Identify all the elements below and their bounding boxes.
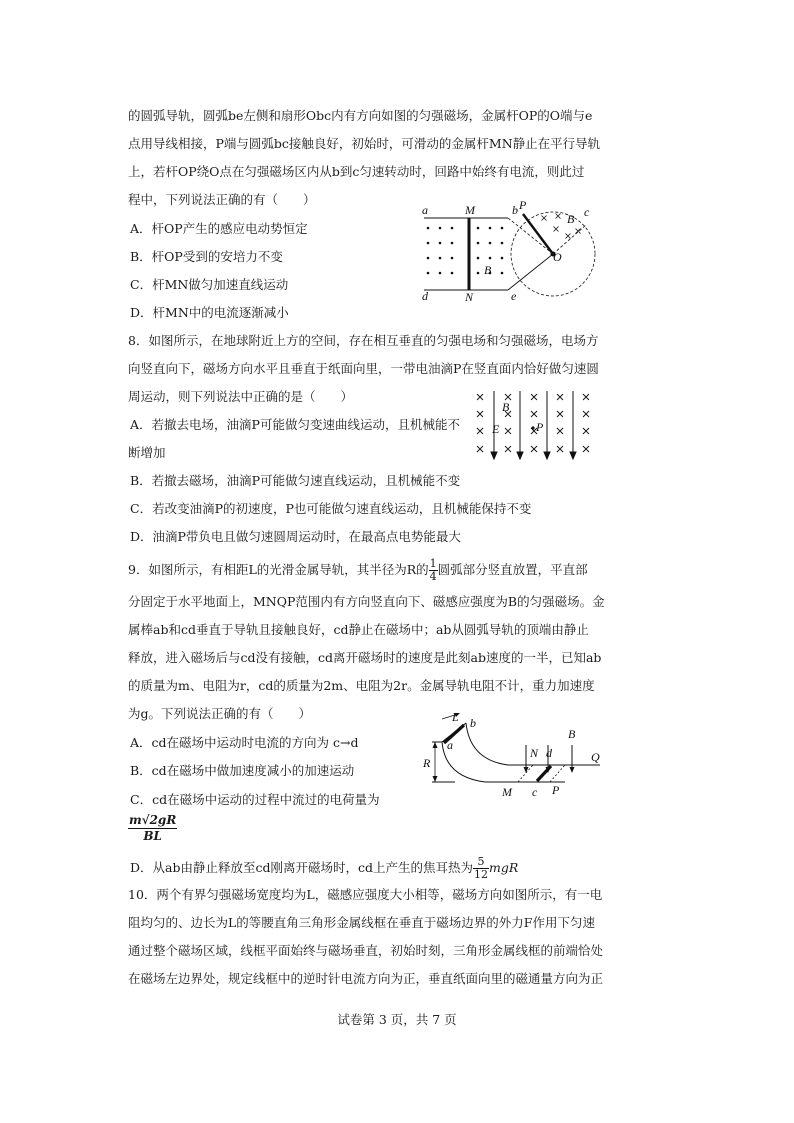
field-cross-mark <box>557 446 563 452</box>
q9-line-1-pre: 9．如图所示，有相距L的光滑金属导轨，其半径为R的 <box>128 562 429 577</box>
q9-charge-num: m√2gR <box>129 813 177 827</box>
field-dot-mark <box>451 227 454 230</box>
q9-line-2: 分固定于水平地面上，MNQP范围内有方向竖直向下、磁感应强度为B的匀强磁场。金 <box>128 594 605 609</box>
q9-option-c: C．cd在磁场中运动的过程中流过的电荷量为 <box>130 792 380 807</box>
q9-heat-den: 12 <box>473 868 488 881</box>
field-cross-mark <box>505 446 511 452</box>
q9-heat-num: 5 <box>473 856 489 869</box>
field-dot-mark <box>477 242 480 245</box>
page-footer: 试卷第 3 页，共 7 页 <box>337 1012 457 1027</box>
q9-quarter-num: 1 <box>429 557 437 570</box>
field-dot-mark <box>489 227 492 230</box>
q8-label-e: E <box>492 422 500 436</box>
q10-line-1: 10．两个有界匀强磁场宽度均为L，磁感应强度大小相等，磁场方向如图所示，有一电 <box>128 887 603 902</box>
e-field-arrowhead <box>544 452 550 459</box>
field-cross-mark <box>531 394 537 400</box>
q9-quarter-den: 4 <box>429 570 437 583</box>
q7-option-b: B．杆OP受到的安培力不变 <box>130 249 283 264</box>
field-dot-mark <box>489 257 492 260</box>
field-dot-mark <box>439 242 442 245</box>
q7-figure <box>418 198 618 303</box>
field-cross-mark <box>554 227 559 232</box>
field-dot-mark <box>501 272 504 275</box>
q7-label-c: c <box>584 205 590 219</box>
field-cross-mark <box>556 214 561 219</box>
q8-option-a-cont: 断增加 <box>128 445 166 460</box>
field-dot-mark <box>477 272 480 275</box>
field-cross-mark <box>583 428 589 434</box>
q9-line-4: 释放，进入磁场后与cd没有接触，cd离开磁场时的速度是此刻ab速度的一半，已知ab <box>128 650 602 665</box>
q8-label-p: P <box>536 420 544 434</box>
q8-line-2: 向竖直向下，磁场方向水平且垂直于纸面向里，一带电油滴P在竖直面内恰好做匀速圆 <box>128 361 599 376</box>
field-dot-mark <box>489 242 492 245</box>
q9-charge-fraction <box>128 813 177 844</box>
field-cross-mark <box>531 446 537 452</box>
q10-line-4: 在磁场左边界处，规定线框中的逆时针电流方向为正，垂直纸面向里的磁通量方向为正 <box>128 971 604 986</box>
q8-label-b: B <box>502 400 510 414</box>
q9-label-l: L <box>452 710 459 724</box>
q8-figure <box>472 387 602 462</box>
field-cross-mark <box>477 411 483 417</box>
q9-figure <box>420 705 610 800</box>
field-dot-mark <box>427 242 430 245</box>
q7-line-2: 点用导线相接，P端与圆弧bc接触良好，初始时，可滑动的金属杆MN静止在平行导轨 <box>128 136 601 151</box>
q9-label-a: a <box>447 738 453 752</box>
q9-heat-fraction <box>473 856 489 881</box>
q7-label-b-sector: B <box>567 212 575 226</box>
q7-line-1: 的圆弧导轨，圆弧be左侧和扇形Obc内有方向如图的匀强磁场，金属杆OP的O端与e <box>128 108 593 123</box>
e-field-arrowhead <box>517 452 523 459</box>
field-cross-mark <box>477 428 483 434</box>
q7-label-p: P <box>519 198 527 212</box>
q7-label-b-field: B <box>484 263 492 277</box>
q8-line-3: 周运动，则下列说法中正确的是（ ） <box>128 389 354 404</box>
q9-option-a: A．cd在磁场中运动时电流的方向为 c→d <box>130 735 359 750</box>
q9-label-n: N <box>530 746 539 760</box>
q9-option-d <box>130 856 518 881</box>
field-dot-mark <box>439 272 442 275</box>
q10-line-3: 通过整个磁场区域，线框平面始终与磁场垂直，初始时刻，三角形金属线框的前端恰处 <box>128 943 604 958</box>
q7-option-d: D．杆MN中的电流逐渐减小 <box>130 305 289 320</box>
field-dot-mark <box>427 227 430 230</box>
q7-option-a: A．杆OP产生的感应电动势恒定 <box>130 221 308 236</box>
q7-label-d: d <box>422 289 428 303</box>
field-dot-mark <box>427 272 430 275</box>
q9-line-1 <box>128 558 588 583</box>
q7-label-o: O <box>553 250 562 264</box>
q7-label-m: M <box>465 203 475 217</box>
q9-label-m: M <box>502 785 512 799</box>
q10-line-2: 阻均匀的、边长为L的等腰直角三角形金属线框在垂直于磁场边界的外力F作用下匀速 <box>128 915 595 930</box>
field-dot-mark <box>439 257 442 260</box>
e-field-arrowhead <box>570 452 576 459</box>
q8-option-a: A．若撤去电场，油滴P可能做匀变速曲线运动，且机械能不 <box>130 417 460 432</box>
q7-label-a: a <box>422 203 428 217</box>
field-cross-mark <box>542 216 547 221</box>
q8-option-c: C．若改变油滴P的初速度，P也可能做匀速直线运动，且机械能保持不变 <box>130 501 532 516</box>
field-cross-mark <box>477 394 483 400</box>
field-cross-mark <box>531 411 537 417</box>
q9-option-d-post: mgR <box>488 860 519 875</box>
q9-line-1-post: 圆弧部分竖直放置，平直部 <box>437 562 588 577</box>
field-cross-mark <box>583 446 589 452</box>
field-cross-mark <box>557 411 563 417</box>
field-cross-mark <box>477 446 483 452</box>
q7-line-3: 上，若杆OP绕O点在匀强磁场区内从b到c匀速转动时，回路中始终有电流，则此过 <box>128 164 585 179</box>
field-dot-mark <box>451 272 454 275</box>
q9-label-p: P <box>552 783 560 797</box>
field-dot-mark <box>501 227 504 230</box>
field-dot-mark <box>501 242 504 245</box>
q9-charge-den: BL <box>143 829 162 843</box>
field-cross-mark <box>557 394 563 400</box>
q7-label-n: N <box>465 290 474 303</box>
field-dot-mark <box>501 257 504 260</box>
q9-option-b: B．cd在磁场中做加速度减小的加速运动 <box>130 763 355 778</box>
field-dot-mark <box>451 257 454 260</box>
field-cross-mark <box>557 428 563 434</box>
q9-label-r: R <box>423 756 431 770</box>
q8-option-d: D．油滴P带负电且做匀速圆周运动时，在最高点电势能最大 <box>130 529 461 544</box>
field-dot-mark <box>477 257 480 260</box>
q8-line-1: 8．如图所示，在地球附近上方的空间，存在相互垂直的匀强电场和匀强磁场，电场方 <box>128 333 599 348</box>
q9-label-b-field: B <box>568 727 576 741</box>
q9-line-5: 的质量为m、电阻为r，cd的质量为2m、电阻为2r。金属导轨电阻不计，重力加速度 <box>128 678 595 693</box>
q8-option-b: B．若撤去磁场，油滴P可能做匀速直线运动，且机械能不变 <box>130 473 461 488</box>
e-field-arrowhead <box>491 452 497 459</box>
q7-label-b: b <box>512 203 518 217</box>
q9-option-d-pre: D．从ab由静止释放至cd刚离开磁场时，cd上产生的焦耳热为 <box>130 860 473 875</box>
q9-line-3: 属棒ab和cd垂直于导轨且接触良好，cd静止在磁场中；ab从圆弧导轨的顶端由静止 <box>128 622 589 637</box>
q9-label-q: Q <box>591 750 600 764</box>
field-dot-mark <box>439 227 442 230</box>
field-cross-mark <box>566 234 571 239</box>
q7-label-e: e <box>511 289 517 303</box>
field-dot-mark <box>451 242 454 245</box>
field-cross-mark <box>583 394 589 400</box>
field-cross-mark <box>583 411 589 417</box>
field-dot-mark <box>427 257 430 260</box>
q7-option-c: C．杆MN做匀加速直线运动 <box>130 277 289 292</box>
field-cross-mark <box>505 428 511 434</box>
field-dot-mark <box>477 227 480 230</box>
q9-label-d: d <box>546 746 552 760</box>
q9-quarter-fraction <box>429 558 438 583</box>
q7-line-4: 程中，下列说法正确的有（ ） <box>128 192 316 207</box>
q9-line-6: 为g。下列说法正确的有（ ） <box>128 706 312 721</box>
q9-label-c: c <box>532 785 538 799</box>
q9-label-b: b <box>470 716 476 730</box>
